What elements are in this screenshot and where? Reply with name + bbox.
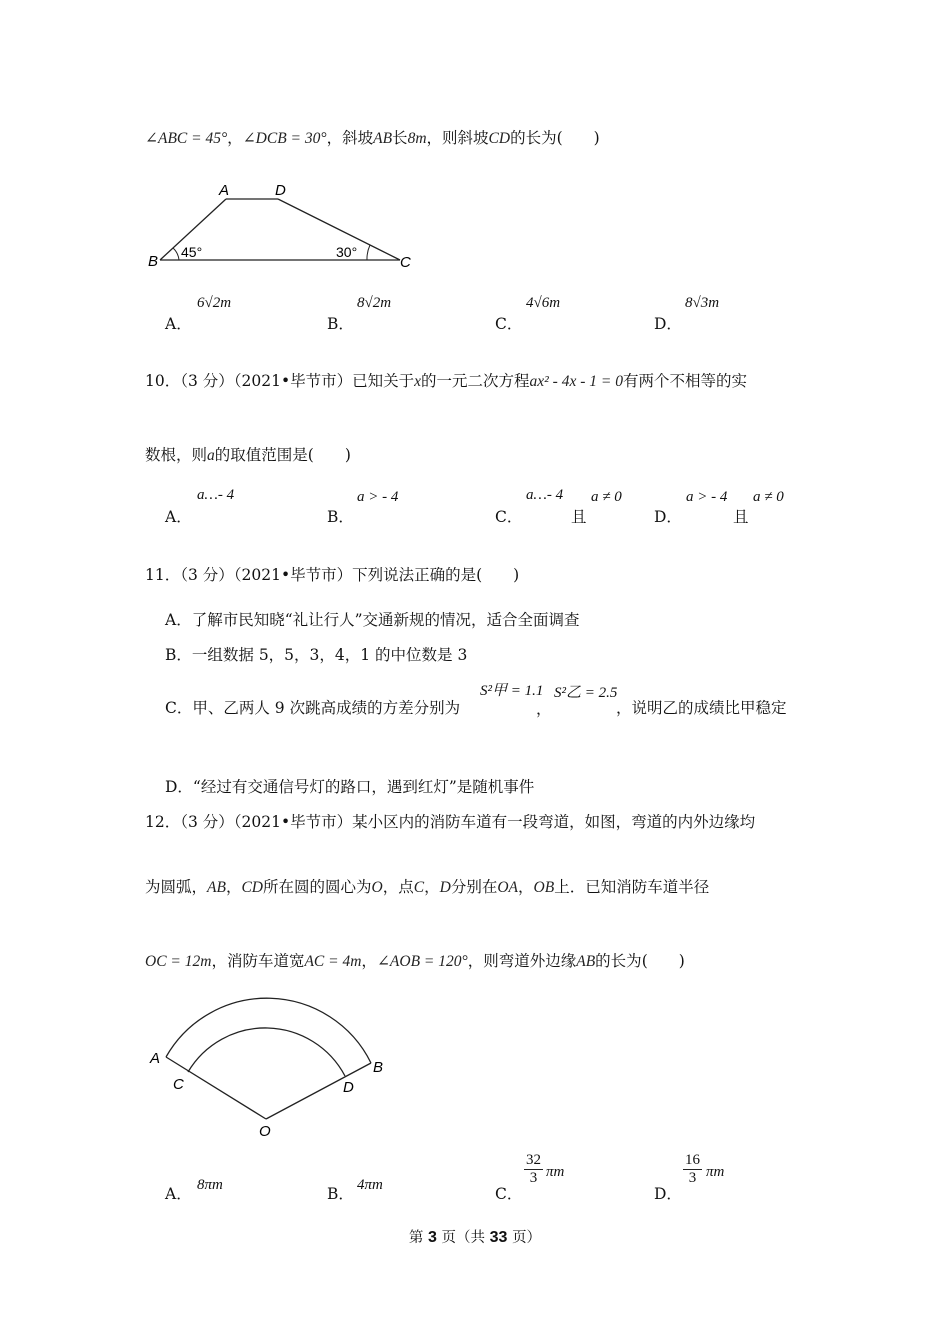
q9-option-b-value: 8√2m (357, 295, 392, 311)
angle-dcb: ∠DCB = 30° (242, 130, 327, 147)
angle-b-label: 45° (181, 244, 203, 260)
q9-option-d-letter[interactable]: D． (654, 315, 682, 333)
page-footer: 第 3 页（共 33 页） (408, 1229, 542, 1246)
q11-option-c-tail: ，说明乙的成绩比甲稳定 (616, 699, 787, 717)
q10-option-c-extra: a ≠ 0 (591, 489, 622, 505)
q12-option-c-letter[interactable]: C． (495, 1185, 523, 1203)
q12-option-a-value: 8πm (197, 1177, 223, 1193)
curve-road-figure (140, 995, 400, 1145)
q12-stem-line2: 为圆弧，AB，CD所在圆的圆心为O，点C，D分别在OA，OB上．已知消防车道半径 (145, 878, 710, 896)
q11-option-d[interactable]: D．“经过有交通信号灯的路口，遇到红灯”是随机事件 (165, 778, 535, 796)
q10-option-a-letter[interactable]: A． (165, 508, 192, 526)
label-d: D (343, 1079, 354, 1096)
label-o: O (259, 1123, 271, 1140)
q12-option-d-letter[interactable]: D． (654, 1185, 682, 1203)
label-d: D (275, 182, 286, 199)
q10-option-a-value: a…- 4 (197, 487, 235, 503)
q10-option-c-letter[interactable]: C． (495, 508, 523, 526)
q12-option-c-fraction: $\frac{32}{3}$ (526, 1152, 541, 1186)
label-c: C (173, 1076, 184, 1093)
q11-variance-yi: S²乙 = 2.5 (554, 685, 618, 701)
q11-comma: ， (536, 700, 552, 718)
q9-option-b-letter[interactable]: B． (327, 315, 354, 333)
q10-option-d-and: 且 (733, 508, 749, 526)
q12-stem-line3: OC = 12m，消防车道宽AC = 4m，∠AOB = 120°，则弯道外边缘AB的长为( ) (145, 952, 685, 970)
q11-stem: 11．（3 分）（2021•毕节市）下列说法正确的是( ) (145, 566, 520, 584)
q12-option-a-letter[interactable]: A． (165, 1185, 192, 1203)
q10-option-c-value: a…- 4 (526, 487, 564, 503)
q9-option-a-value: 6√2m (197, 295, 232, 311)
q9-option-c-letter[interactable]: C． (495, 315, 523, 333)
q10-option-b-letter[interactable]: B． (327, 508, 354, 526)
q10-option-d-value: a > - 4 (686, 489, 728, 505)
q12-stem-line1: 12．（3 分）（2021•毕节市）某小区内的消防车道有一段弯道，如图，弯道的内外边缘均 (145, 813, 756, 831)
page-number: 3 (428, 1229, 437, 1246)
q10-option-c-and: 且 (571, 508, 587, 526)
q12-option-b-letter[interactable]: B． (327, 1185, 354, 1203)
q9-option-a-letter[interactable]: A． (165, 315, 192, 333)
label-c: C (400, 254, 411, 271)
q11-option-a[interactable]: A．了解市民知晓“礼让行人”交通新规的情况，适合全面调查 (165, 611, 580, 629)
angle-abc: ∠ABC = 45° (145, 130, 228, 147)
q10-equation: ax² - 4x - 1 = 0 (529, 373, 623, 390)
q9-stem: ∠ABC = 45°，∠DCB = 30°，斜坡AB长8m，则斜坡CD的长为( ) (145, 129, 600, 147)
page-total: 33 (489, 1229, 508, 1246)
q12-option-d-tail: πm (706, 1164, 725, 1180)
q11-variance-jia: S²甲 = 1.1 (480, 683, 544, 699)
q10-option-d-letter[interactable]: D． (654, 508, 682, 526)
q10-option-d-extra: a ≠ 0 (753, 489, 784, 505)
angle-c-label: 30° (336, 244, 358, 260)
q11-option-b[interactable]: B．一组数据 5，5，3，4，1 的中位数是 3 (165, 646, 468, 664)
label-a: A (150, 1050, 161, 1067)
q12-option-d-fraction: $\frac{16}{3}$ (685, 1152, 700, 1186)
q12-option-c-tail: πm (546, 1164, 565, 1180)
label-b: B (148, 253, 159, 270)
q9-option-d-value: 8√3m (685, 295, 720, 311)
q12-option-b-value: 4πm (357, 1177, 383, 1193)
q10-stem-line1: 10．（3 分）（2021•毕节市）已知关于x的一元二次方程ax² - 4x - 1 = 0有两个不相等的实 (145, 372, 747, 390)
trapezoid-figure (140, 178, 425, 273)
q9-option-c-value: 4√6m (526, 295, 561, 311)
q11-option-c[interactable]: C．甲、乙两人 9 次跳高成绩的方差分别为 (165, 699, 461, 717)
label-b: B (373, 1059, 384, 1076)
q10-stem-line2: 数根，则a的取值范围是( ) (145, 446, 351, 464)
q10-option-b-value: a > - 4 (357, 489, 399, 505)
label-a: A (219, 182, 230, 199)
